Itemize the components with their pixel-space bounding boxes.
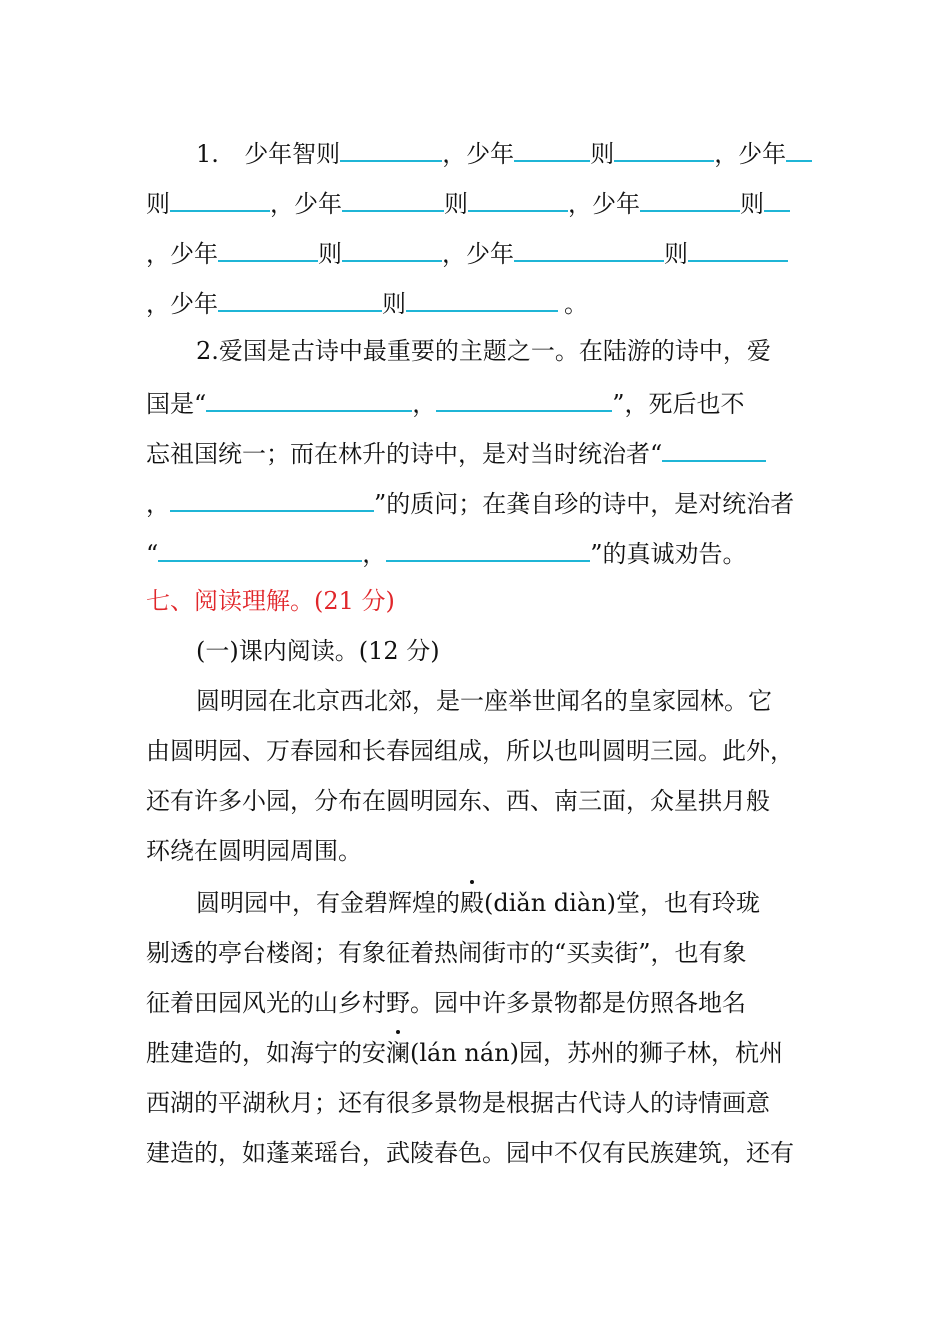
answer-blank[interactable]	[406, 284, 558, 312]
answer-blank[interactable]	[688, 234, 788, 262]
answer-blank[interactable]	[662, 434, 766, 462]
answer-blank[interactable]	[170, 484, 374, 512]
answer-blank[interactable]	[218, 234, 318, 262]
answer-blank[interactable]	[614, 134, 714, 162]
answer-blank[interactable]	[206, 384, 412, 412]
answer-blank[interactable]	[764, 184, 790, 212]
answer-blank[interactable]	[786, 134, 812, 162]
answer-blank[interactable]	[514, 134, 590, 162]
q1-line-2: 则 ，少年 则 ，少年 则	[146, 184, 790, 218]
para-2-line: 征着田园风光的山乡村野。园中许多景物都是仿照各地名	[146, 989, 746, 1017]
para-2-line: 建造的，如蓬莱瑶台，武陵春色。园中不仅有民族建筑，还有	[146, 1139, 794, 1167]
answer-blank[interactable]	[468, 184, 568, 212]
answer-blank[interactable]	[514, 234, 664, 262]
q2-line-2: 国是“ ， ”，死后也不	[146, 384, 745, 418]
subsection-title: (一)课内阅读。(12 分)	[196, 637, 440, 665]
para-1-line: 还有许多小园，分布在圆明园东、西、南三面，众星拱月般	[146, 787, 770, 815]
pinyin-options: (diǎn diàn)	[484, 889, 616, 917]
dotted-character: 殿	[460, 886, 484, 920]
q1-number: 1.	[196, 140, 219, 168]
q2-line-4: ， ”的质问；在龚自珍的诗中，是对统治者	[146, 484, 794, 518]
answer-blank[interactable]	[342, 234, 442, 262]
para-2-line: 圆明园中，有金碧辉煌的殿(diǎn diàn)堂，也有玲珑	[196, 886, 760, 920]
q1-line-4: ，少年 则 。	[146, 284, 588, 318]
para-1-line: 由圆明园、万春园和长春园组成，所以也叫圆明三园。此外，	[146, 737, 794, 765]
para-1-line: 圆明园在北京西北郊，是一座举世闻名的皇家园林。它	[196, 687, 772, 715]
section-7-title: 七、阅读理解。(21 分)	[146, 587, 395, 615]
answer-blank[interactable]	[218, 284, 382, 312]
q2-line-3: 忘祖国统一；而在林升的诗中，是对当时统治者“	[146, 434, 766, 468]
para-1-line: 环绕在圆明园周围。	[146, 837, 362, 865]
q1-line-3: ，少年 则 ，少年 则	[146, 234, 788, 268]
answer-blank[interactable]	[342, 184, 444, 212]
answer-blank[interactable]	[640, 184, 740, 212]
answer-blank[interactable]	[340, 134, 442, 162]
pinyin-options: (lán nán)	[410, 1039, 520, 1067]
answer-blank[interactable]	[436, 384, 612, 412]
para-2-line: 西湖的平湖秋月；还有很多景物是根据古代诗人的诗情画意	[146, 1089, 770, 1117]
dotted-character: 澜	[386, 1036, 410, 1070]
q2-line-5: “ ， ”的真诚劝告。	[146, 534, 747, 568]
para-2-line: 剔透的亭台楼阁；有象征着热闹街市的“买卖街”，也有象	[146, 939, 747, 967]
q2-line-1: 2.爱国是古诗中最重要的主题之一。在陆游的诗中，爱	[196, 337, 771, 365]
answer-blank[interactable]	[386, 534, 590, 562]
answer-blank[interactable]	[158, 534, 362, 562]
q1-line-1: 1. 少年智则 ，少年 则 ，少年	[196, 134, 812, 168]
para-2-line: 胜建造的，如海宁的安澜(lán nán)园，苏州的狮子林，杭州	[146, 1036, 783, 1070]
answer-blank[interactable]	[170, 184, 270, 212]
